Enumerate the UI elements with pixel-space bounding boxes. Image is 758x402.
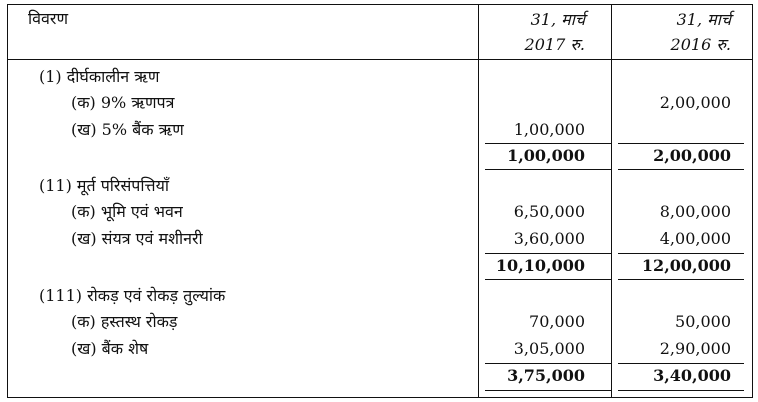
row-value-plant-machinery-2017: 3,60,000 [513,229,585,248]
table-right-border [752,4,753,398]
header-divider [7,59,753,60]
row-label-debentures: (क) 9% ऋणपत्र [71,93,175,112]
section-title-long-term-borrowings: (1) दीर्घकालीन ऋण [39,67,160,86]
total-rule-top-1a [485,143,611,144]
section-total-2-2016: 12,00,000 [641,256,731,275]
table-left-border [7,4,8,398]
row-value-cash-in-hand-2017: 70,000 [529,312,585,331]
total-rule-bottom-3a [485,390,611,391]
row-value-plant-machinery-2016: 4,00,000 [659,229,731,248]
total-rule-bottom-1a [485,169,611,170]
header-2017-line2: 2017 रु. [524,35,585,54]
section-title-tangible-assets: (11) मूर्त परिसंपत्तियाँ [39,176,170,195]
total-rule-bottom-1b [618,169,744,170]
total-rule-top-2a [485,253,611,254]
section-total-3-2016: 3,40,000 [653,366,731,385]
row-label-land-building: (क) भूमि एवं भवन [71,202,183,221]
row-label-bank-balance: (ख) बैंक शेष [71,339,149,358]
row-label-cash-in-hand: (क) हस्तस्थ रोकड़ [71,312,178,331]
section-total-2-2017: 10,10,000 [495,256,585,275]
header-2016-line1: 31, मार्च [676,10,731,29]
row-value-cash-in-hand-2016: 50,000 [675,312,731,331]
header-2017-line1: 31, मार्च [530,10,585,29]
total-rule-top-2b [618,253,744,254]
section-title-cash-equivalents: (111) रोकड़ एवं रोकड़ तुल्यांक [39,286,226,305]
row-value-land-building-2016: 8,00,000 [659,202,731,221]
table-top-border [7,4,753,5]
row-label-bank-loan: (ख) 5% बैंक ऋण [71,120,184,139]
total-rule-top-3a [485,363,611,364]
column-divider-2 [611,4,612,398]
section-total-1-2016: 2,00,000 [653,146,731,165]
header-2016-line2: 2016 रु. [670,35,731,54]
total-rule-top-1b [618,143,744,144]
total-rule-bottom-2a [485,279,611,280]
row-value-bank-loan-2017: 1,00,000 [513,120,585,139]
row-label-plant-machinery: (ख) संयत्र एवं मशीनरी [71,229,203,248]
total-rule-bottom-3b [618,390,744,391]
row-value-bank-balance-2016: 2,90,000 [659,339,731,358]
section-total-3-2017: 3,75,000 [507,366,585,385]
total-rule-bottom-2b [618,279,744,280]
financial-table [7,4,753,398]
column-divider-1 [478,4,479,398]
row-value-land-building-2017: 6,50,000 [513,202,585,221]
table-bottom-border [7,397,753,398]
total-rule-top-3b [618,363,744,364]
section-total-1-2017: 1,00,000 [507,146,585,165]
row-value-debentures-2016: 2,00,000 [659,93,731,112]
row-value-bank-balance-2017: 3,05,000 [513,339,585,358]
header-particulars: विवरण [28,9,69,28]
